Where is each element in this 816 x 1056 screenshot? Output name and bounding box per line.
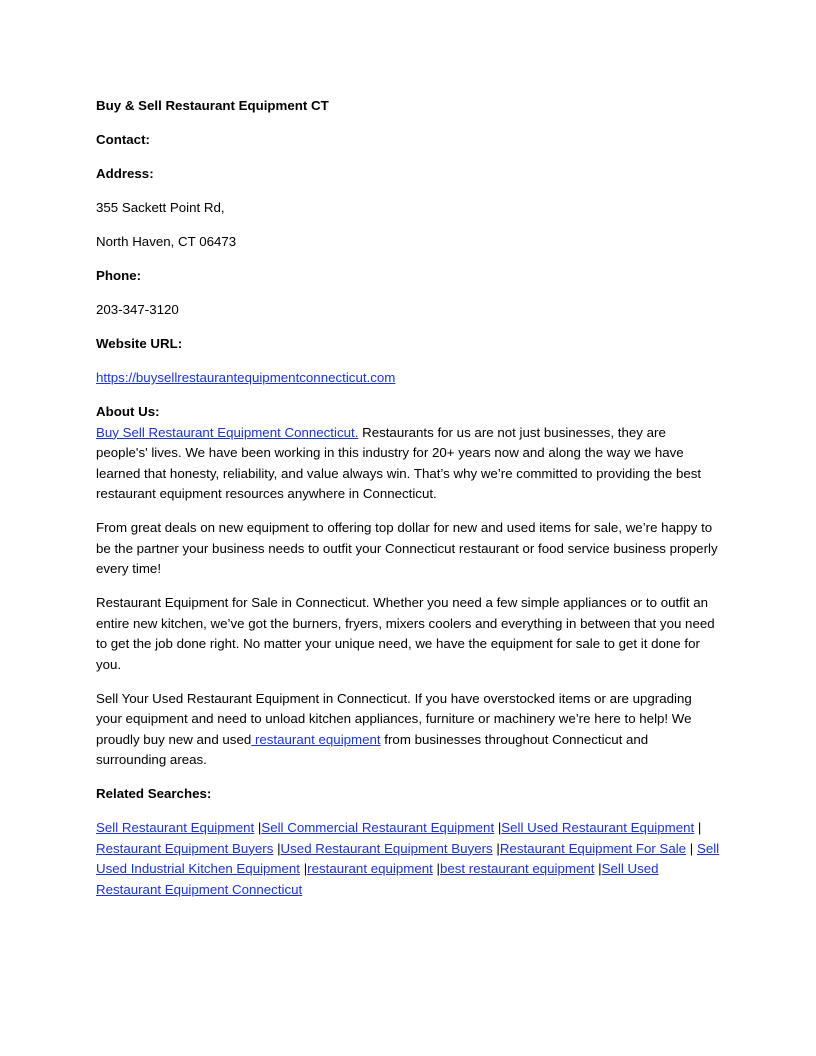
website-label: Website URL: bbox=[96, 336, 183, 351]
paragraph-4-text-after: from businesses throughout Connecticut and surrounding areas. bbox=[96, 731, 649, 767]
address-label: Address: bbox=[96, 166, 154, 181]
paragraph-4 bbox=[96, 689, 720, 771]
link-separator: | bbox=[492, 840, 500, 856]
link-separator: | bbox=[300, 861, 308, 876]
address-line1: 355 Sackett Point Rd, bbox=[96, 200, 225, 215]
related-link[interactable]: Restaurant Equipment For Sale bbox=[499, 840, 687, 856]
link-separator: | bbox=[432, 861, 440, 876]
link-separator: | bbox=[254, 820, 262, 835]
about-label: About Us: bbox=[96, 404, 160, 419]
link-separator: | bbox=[273, 840, 281, 856]
link-separator: | bbox=[694, 820, 702, 835]
related-link[interactable]: restaurant equipment bbox=[307, 861, 433, 876]
related-link[interactable]: best restaurant equipment bbox=[439, 861, 595, 876]
paragraph-3: Restaurant Equipment for Sale in Connecticut. Whether you need a few simple appliances or to outfit an entire new kitchen, we’ve got the burners, fryers, mixers coolers and everything in between that you need to get the job done right. No matter your unique need, we have the equipment for sale to get it done for you. bbox=[96, 595, 715, 672]
related-link[interactable]: Sell Used Restaurant Equipment Connecticut bbox=[96, 861, 659, 897]
about-link[interactable]: Buy Sell Restaurant Equipment Connecticut. bbox=[96, 424, 359, 440]
related-link[interactable]: Used Restaurant Equipment Buyers bbox=[280, 840, 493, 856]
related-link[interactable]: Sell Restaurant Equipment bbox=[96, 820, 255, 835]
address-line2: North Haven, CT 06473 bbox=[96, 234, 237, 249]
paragraph-2: From great deals on new equipment to offering top dollar for new and used items for sale, we’re happy to be the partner your business needs to outfit your Connecticut restaurant or food service business properly every time! bbox=[96, 520, 718, 576]
phone-number: 203-347-3120 bbox=[96, 302, 179, 317]
related-searches-links bbox=[96, 818, 720, 900]
link-separator: | bbox=[594, 861, 602, 876]
about-paragraph bbox=[96, 423, 720, 505]
contact-label: Contact: bbox=[96, 132, 150, 147]
restaurant-equipment-link[interactable]: restaurant equipment bbox=[251, 731, 381, 747]
paragraph-4-text-before: Sell Your Used Restaurant Equipment in Connecticut. If you have overstocked items or are upgrading your equipment and need to unload kitchen appliances, furniture or machinery we’re here to help! We proudly buy new and used bbox=[96, 690, 692, 747]
document-title: Buy & Sell Restaurant Equipment CT bbox=[96, 98, 329, 113]
link-separator: | bbox=[686, 840, 694, 856]
related-link[interactable]: Sell Used Restaurant Equipment bbox=[501, 820, 695, 835]
about-text: Restaurants for us are not just businesses, they are people's' lives. We have been working in this industry for 20+ years now and along the way we have learned that honesty, reliability, and value always win. That’s why we’re committed to providing the best restaurant equipment resources anywhere in Connecticut. bbox=[96, 424, 702, 501]
related-link[interactable]: Sell Used Industrial Kitchen Equipment bbox=[96, 840, 720, 876]
related-link[interactable]: Sell Commercial Restaurant Equipment bbox=[261, 820, 495, 835]
website-row bbox=[96, 368, 720, 389]
related-searches-label: Related Searches: bbox=[96, 786, 212, 801]
related-link[interactable]: Restaurant Equipment Buyers bbox=[96, 840, 274, 856]
website-link[interactable]: https://buysellrestaurantequipmentconnecticut.com bbox=[96, 370, 396, 385]
document-page bbox=[96, 96, 720, 914]
phone-label: Phone: bbox=[96, 268, 142, 283]
link-separator: | bbox=[494, 820, 502, 835]
